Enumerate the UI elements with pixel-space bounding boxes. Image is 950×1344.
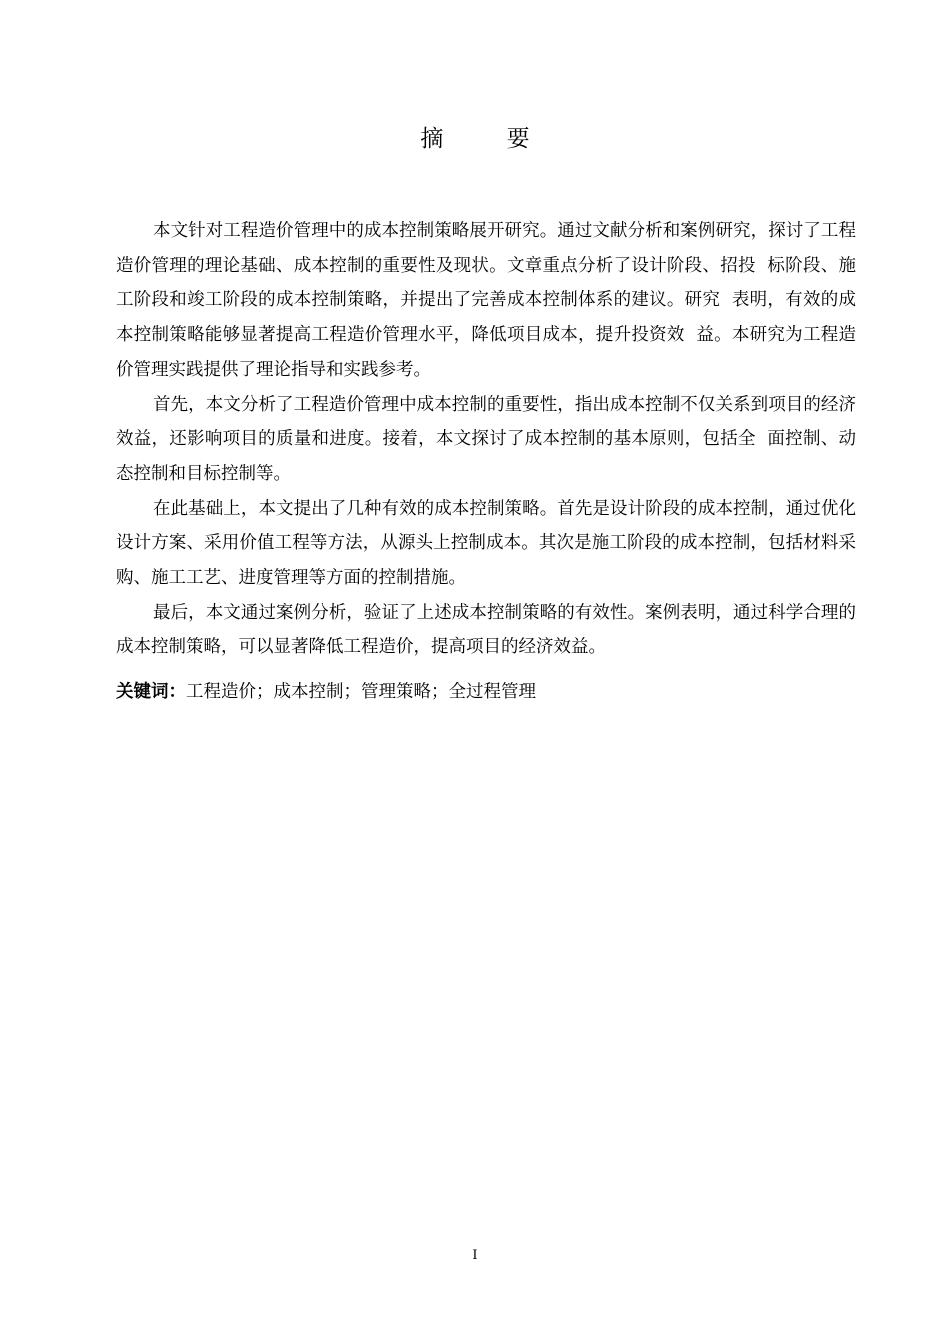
page-title: 摘 要: [420, 126, 558, 152]
abstract-paragraph-4: 最后，本文通过案例分析，验证了上述成本控制策略的有效性。案例表明，通过科学合理的成本控制策略，可以显著降低工程造价，提高项目的经济效益。: [116, 602, 856, 658]
keywords-line: [116, 675, 856, 709]
abstract-body: [116, 214, 856, 665]
abstract-paragraph-3: 在此基础上，本文提出了几种有效的成本控制策略。首先是设计阶段的成本控制，通过优化设计方案、采用价值工程等方法，从源头上控制成本。其次是施工阶段的成本控制，包括材料采购、施工工艺、进度管理等方面的控制措施。: [116, 498, 856, 589]
page-number: I: [472, 1248, 478, 1263]
abstract-paragraph-2: 首先，本文分析了工程造价管理中成本控制的重要性，指出成本控制不仅关系到项目的经济效益，还影响项目的质量和进度。接着，本文探讨了成本控制的基本原则，包括全 面控制、动态控制和目标控制等。: [116, 394, 856, 484]
abstract-paragraph-1: 本文针对工程造价管理中的成本控制策略展开研究。通过文献分析和案例研究，探讨了工程造价管理的理论基础、成本控制的重要性及现状。文章重点分析了设计阶段、招投 标阶段、施工阶段和竣工阶段的成本控制策略，并提出了完善成本控制体系的建议。研究 表明，有效的成本控制策略能够显著提高工程造价管理水平，降低项目成本，提升投资效 益。本研究为工程造价管理实践提供了理论指导和实践参考。: [116, 221, 856, 380]
keywords-label: 关键词：: [116, 682, 186, 702]
keywords-list: 工程造价；成本控制；管理策略；全过程管理: [186, 682, 536, 702]
